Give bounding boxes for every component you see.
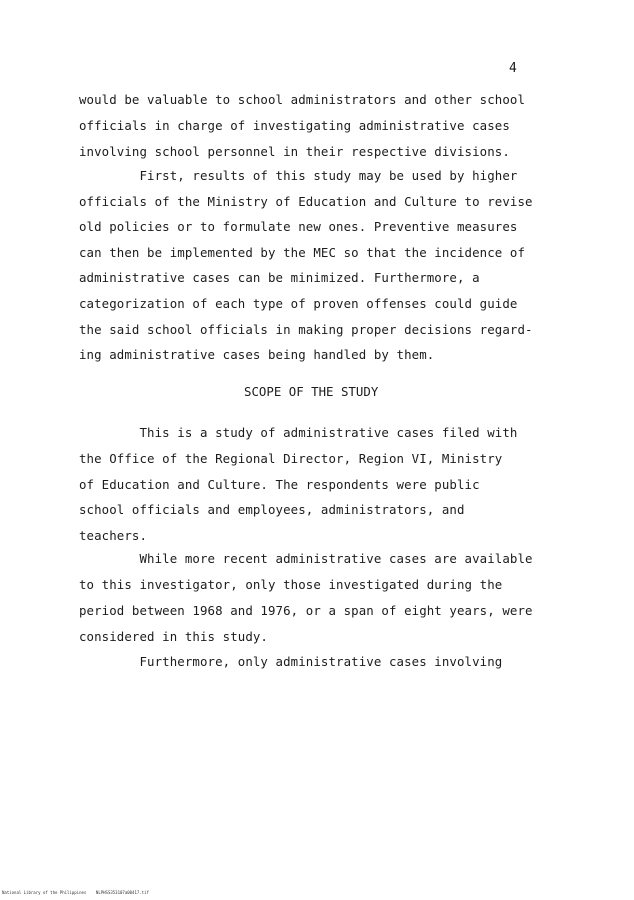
text-line: While more recent administrative cases are available	[79, 551, 533, 566]
text-line: the Office of the Regional Director, Region VI, Ministry	[79, 451, 503, 466]
text-line: categorization of each type of proven offenses could guide	[79, 296, 518, 311]
text-line: old policies or to formulate new ones. Preventive measures	[79, 219, 518, 234]
text-line: First, results of this study may be used by higher	[79, 168, 518, 183]
text-line: school officials and employees, administrators, and	[79, 502, 465, 517]
text-line: the said school officials in making proper decisions regard-	[79, 322, 533, 337]
text-line: ing administrative cases being handled by them.	[79, 347, 435, 362]
text-line: officials of the Ministry of Education and Culture to revise	[79, 194, 533, 209]
text-line: involving school personnel in their respective divisions.	[79, 144, 510, 159]
text-line: teachers.	[79, 528, 148, 543]
page-number: 4	[509, 61, 517, 76]
text-line: can then be implemented by the MEC so that the incidence of	[79, 245, 526, 260]
text-line: Furthermore, only administrative cases involving	[79, 654, 503, 669]
text-line: period between 1968 and 1976, or a span of eight years, were	[79, 603, 533, 618]
section-heading: SCOPE OF THE STUDY	[244, 384, 379, 399]
text-line: administrative cases can be minimized. Furthermore, a	[79, 270, 480, 285]
text-line: officials in charge of investigating administrative cases	[79, 118, 510, 133]
text-line: of Education and Culture. The respondents were public	[79, 477, 480, 492]
text-line: considered in this study.	[79, 629, 268, 644]
text-line: would be valuable to school administrators and other school	[79, 92, 526, 107]
text-line: to this investigator, only those investigated during the	[79, 577, 503, 592]
text-line: This is a study of administrative cases filed with	[79, 425, 518, 440]
scan-footer: National Library of the Philippines NLPHSS353107a00417.tif	[2, 890, 149, 895]
